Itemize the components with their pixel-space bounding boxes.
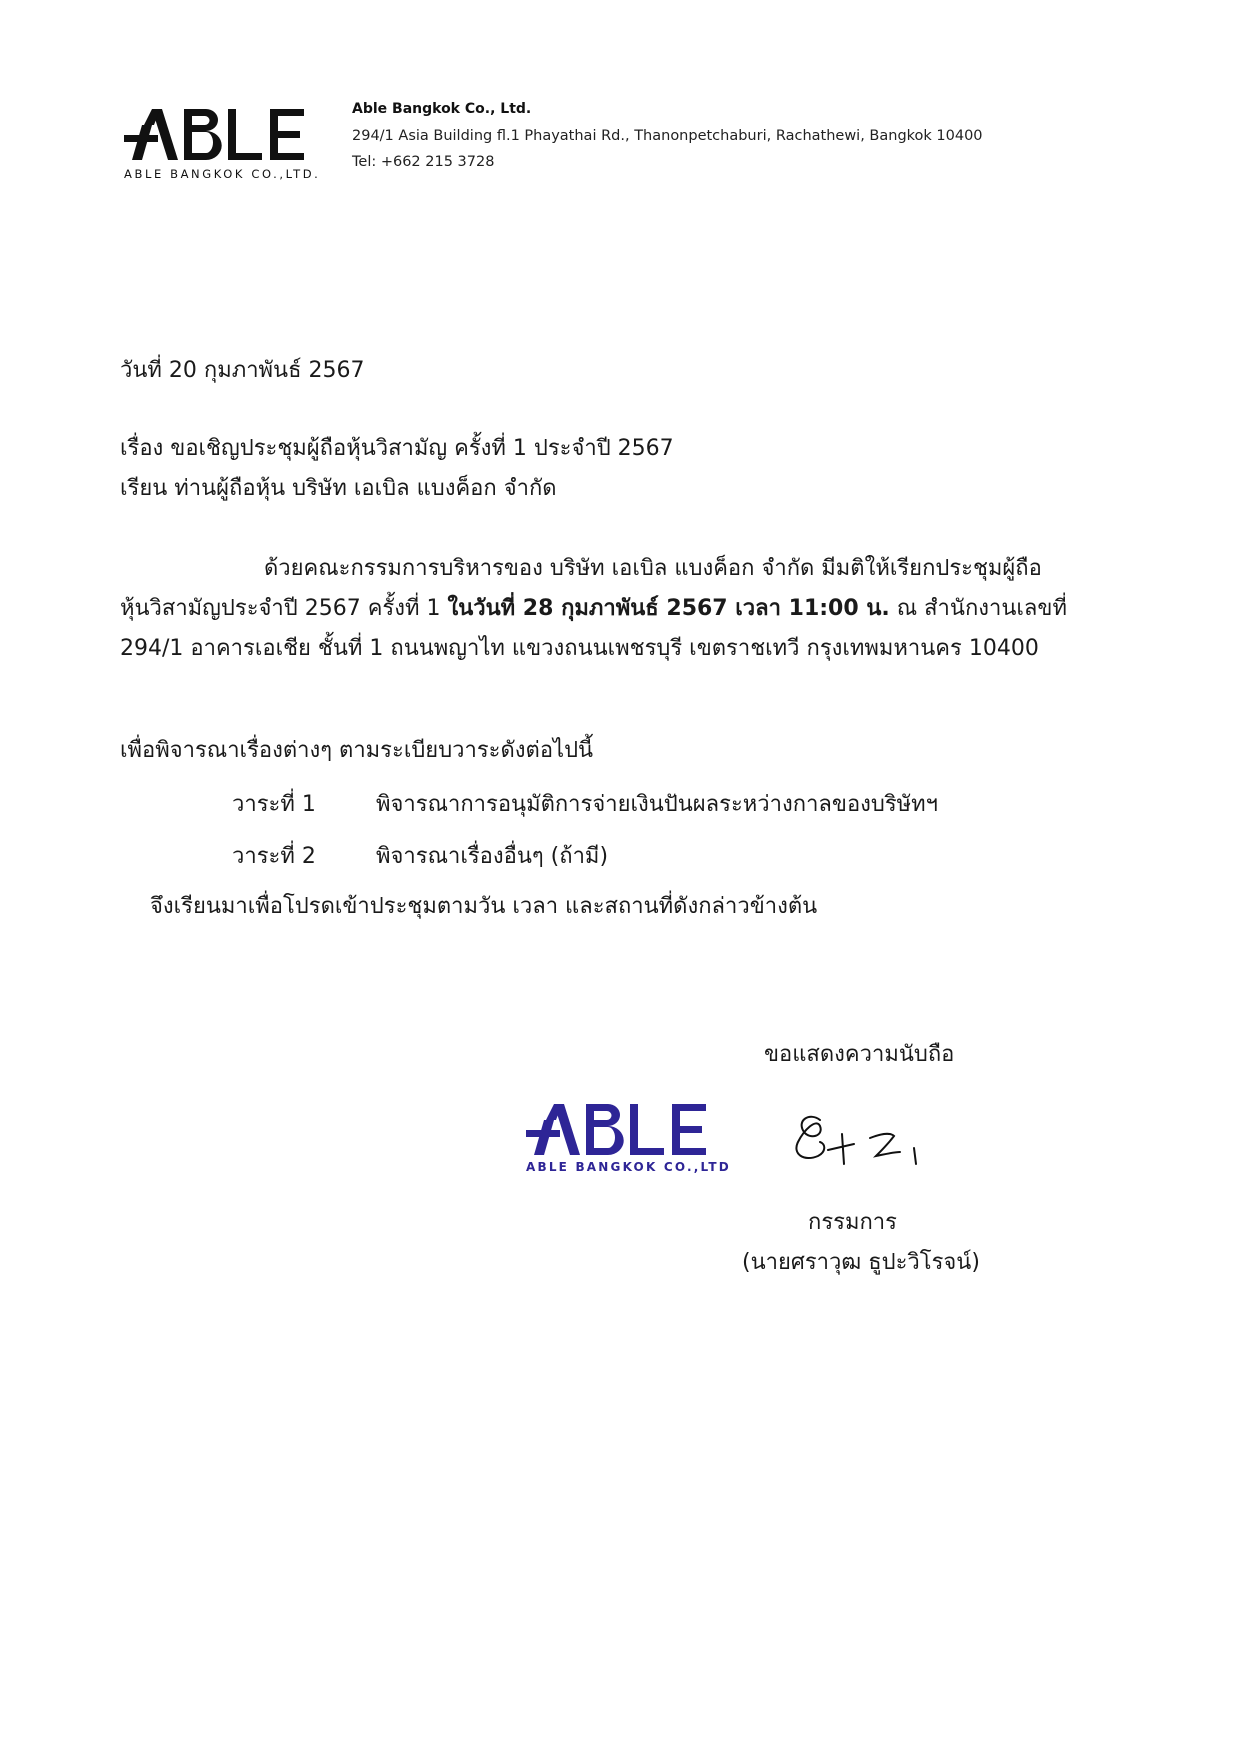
agenda-item-1-text: พิจารณาการอนุมัติการจ่ายเงินปันผลระหว่างกาลของบริษัทฯ [376,792,939,817]
company-address: 294/1 Asia Building fl.1 Phayathai Rd., Thanonpetchaburi, Rachathewi, Bangkok 10400 [352,128,983,144]
logo-subtitle: ABLE BANGKOK CO.,LTD. [124,167,321,181]
company-stamp [524,1098,731,1182]
company-tel: Tel: +662 215 3728 [352,154,495,170]
signer-name: (นายศราวุฒ ธูปะวิโรจน์) [742,1250,980,1275]
body-line-3: 294/1 อาคารเอเชีย ชั้นที่ 1 ถนนพญาไท แขวงถนนเพชรบุรี เขตราชเทวี กรุงเทพมหานคร 10400 [120,636,1039,661]
agenda-item-2-number: วาระที่ 2 [232,844,316,869]
stamp-logo-mark [524,1098,724,1158]
handwritten-signature [790,1108,940,1188]
stamp-subtitle: ABLE BANGKOK CO.,LTD [526,1160,731,1174]
agenda-item-2-text: พิจารณาเรื่องอื่นๆ (ถ้ามี) [376,844,609,869]
company-logo [122,103,322,183]
signer-title: กรรมการ [808,1210,897,1235]
letter-subject: เรื่อง ขอเชิญประชุมผู้ถือหุ้นวิสามัญ ครั้งที่ 1 ประจำปี 2567 [120,436,674,461]
regards: ขอแสดงความนับถือ [764,1042,955,1067]
meeting-datetime: ในวันที่ 28 กุมภาพันธ์ 2567 เวลา 11:00 น. [447,596,890,621]
able-logo-mark [122,103,322,163]
closing-sentence: จึงเรียนมาเพื่อโปรดเข้าประชุมตามวัน เวลา และสถานที่ดังกล่าวข้างต้น [150,894,818,919]
letter-date: วันที่ 20 กุมภาพันธ์ 2567 [120,358,365,383]
body-line-2-end: ณ สำนักงานเลขที่ [889,596,1067,621]
agenda-intro: เพื่อพิจารณาเรื่องต่างๆ ตามระเบียบวาระดังต่อไปนี้ [120,738,594,763]
body-line-2-start: หุ้นวิสามัญประจำปี 2567 ครั้งที่ 1 [120,596,448,621]
body-line-2 [120,590,1067,625]
letter-recipient: เรียน ท่านผู้ถือหุ้น บริษัท เอเบิล แบงค็อก จำกัด [120,476,557,501]
company-name: Able Bangkok Co., Ltd. [352,101,532,117]
body-line-1: ด้วยคณะกรรมการบริหารของ บริษัท เอเบิล แบงค็อก จำกัด มีมติให้เรียกประชุมผู้ถือ [264,556,1042,581]
agenda-item-1-number: วาระที่ 1 [232,792,316,817]
